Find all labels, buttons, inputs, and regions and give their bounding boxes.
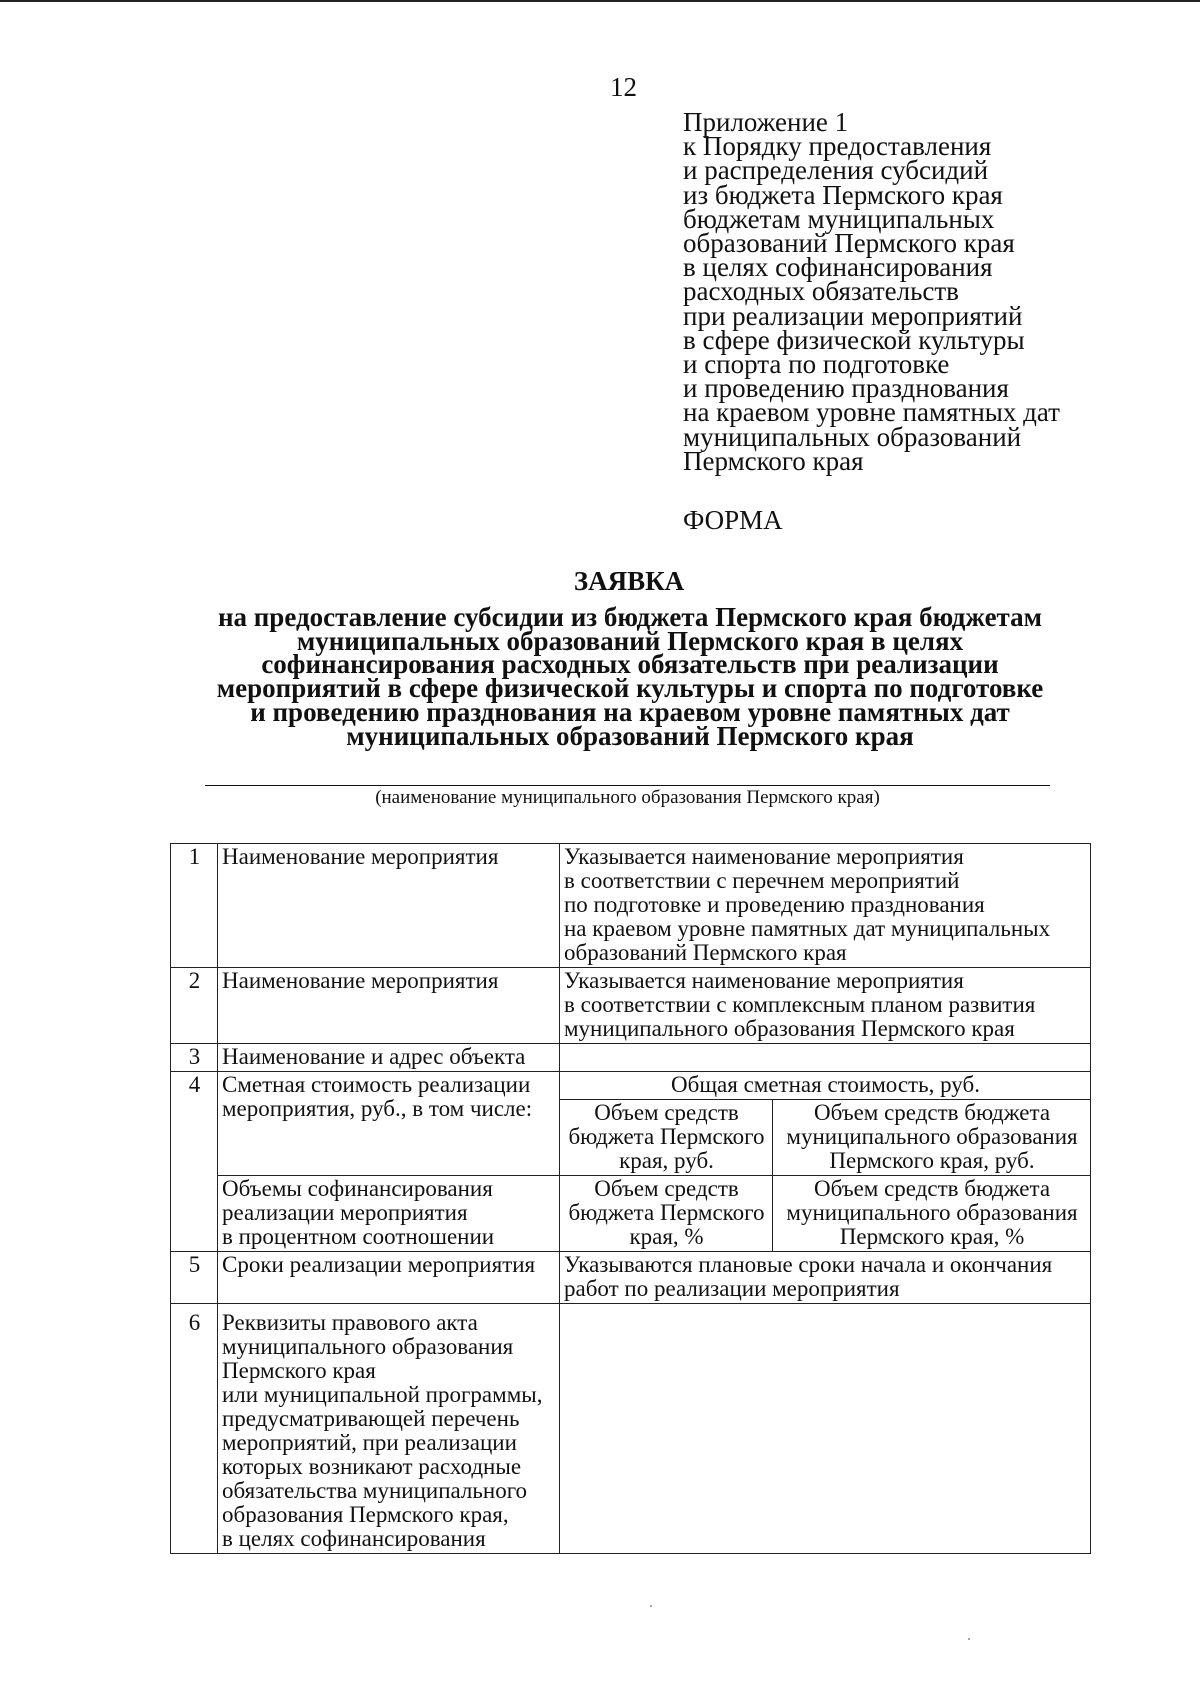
text-line: на краевом уровне памятных дат муниципальных	[564, 916, 1051, 941]
form-label: ФОРМА	[683, 505, 783, 535]
row-number: 4	[171, 1072, 218, 1252]
row-label	[218, 1072, 560, 1176]
scan-top-edge	[0, 0, 1200, 2]
text-line: предусматривающей перечень	[222, 1406, 520, 1431]
text-line: при реализации мероприятий	[683, 300, 1023, 331]
text-line: мероприятий в сфере физической культуры и спорта по подготовке	[216, 673, 1044, 704]
text-line: бюджета Пермского	[568, 1124, 765, 1149]
application-table	[170, 843, 1091, 1554]
municipal-budget-cost	[773, 1100, 1091, 1176]
text-line: муниципального образования Пермского края	[564, 1016, 1015, 1041]
row-value	[560, 844, 1091, 968]
text-line: Объем средств	[594, 1176, 739, 1201]
text-line: Сроки реализации мероприятия	[222, 1252, 536, 1277]
text-line: образований Пермского края	[564, 940, 847, 965]
text-line: муниципального образования	[786, 1124, 1078, 1149]
regional-budget-share	[560, 1176, 773, 1252]
text-line: в сфере физической культуры	[683, 324, 1025, 355]
text-line: муниципального образования	[786, 1200, 1078, 1225]
text-line: и проведению празднования на краевом уровне памятных дат	[250, 696, 1010, 727]
text-line: в соответствии с перечнем мероприятий	[564, 868, 960, 893]
row-number: 5	[171, 1252, 218, 1304]
text-line: Пермского края	[222, 1358, 376, 1383]
municipal-budget-share	[773, 1176, 1091, 1252]
text-line: мероприятий, при реализации	[222, 1430, 517, 1455]
table-row-4-share	[171, 1176, 1091, 1252]
municipality-name-caption: (наименование муниципального образования Пермского края)	[375, 787, 880, 808]
table-row-2	[171, 968, 1091, 1044]
text-line: к Порядку предоставления	[683, 131, 992, 162]
text-line: Наименование мероприятия	[222, 844, 499, 869]
municipality-name-blank-line	[205, 785, 1050, 786]
text-line: на предоставление субсидии из бюджета Пермского края бюджетам	[217, 602, 1043, 632]
text-line: муниципального образования	[222, 1334, 514, 1359]
text-line: в целях софинансирования	[683, 252, 993, 283]
text-line: в целях софинансирования	[222, 1526, 486, 1551]
text-line: обязательства муниципального	[222, 1478, 528, 1503]
text-line: в процентном соотношении	[222, 1224, 495, 1249]
text-line: Указывается наименование мероприятия	[564, 844, 964, 869]
scan-speck	[968, 1638, 970, 1640]
row-value	[560, 968, 1091, 1044]
text-line: образования Пермского края,	[222, 1502, 509, 1527]
text-line: по подготовке и проведению празднования	[564, 892, 985, 917]
table-row-4-header	[171, 1072, 1091, 1100]
text-line: Реквизиты правового акта	[222, 1310, 478, 1335]
table-row-3	[171, 1044, 1091, 1072]
text-line: Пермского края, %	[839, 1224, 1025, 1249]
text-line: бюджета Пермского	[568, 1200, 765, 1225]
row-number: 6	[171, 1304, 218, 1554]
row-value	[560, 1252, 1091, 1304]
text-line: муниципальных образований Пермского края	[346, 720, 914, 751]
table-row-6	[171, 1304, 1091, 1554]
text-line: Объем средств бюджета	[813, 1176, 1051, 1201]
scan-speck	[650, 1605, 652, 1607]
text-line: образований Пермского края	[683, 228, 1015, 259]
text-line: Наименование мероприятия	[222, 968, 499, 993]
text-line: муниципальных образований Пермского края в целях	[296, 625, 964, 656]
row-label	[218, 844, 560, 968]
text-line: Наименование и адрес объекта	[222, 1044, 526, 1069]
text-line: и спорта по подготовке	[683, 349, 950, 380]
text-line: расходных обязательств	[683, 276, 959, 307]
text-line: Объемы софинансирования	[222, 1176, 493, 1201]
text-line: бюджетам муниципальных	[683, 203, 995, 234]
row-label	[218, 1304, 560, 1554]
text-line: Приложение 1	[683, 107, 849, 137]
row-label	[218, 1252, 560, 1304]
row-number: 2	[171, 968, 218, 1044]
appendix-reference-block	[683, 107, 1060, 476]
document-title: ЗАЯВКА	[573, 566, 685, 596]
row-label	[218, 968, 560, 1044]
table-row-1	[171, 844, 1091, 968]
text-line: реализации мероприятия	[222, 1200, 468, 1225]
text-line: края, %	[629, 1224, 704, 1249]
page-number: 12	[610, 72, 637, 102]
text-line: в соответствии с комплексным планом развития	[564, 992, 1036, 1017]
row-value-empty	[560, 1044, 1091, 1072]
text-line: Пермского края	[683, 445, 864, 476]
row-label	[218, 1044, 560, 1072]
text-line: Указывается наименование мероприятия	[564, 968, 964, 993]
text-line: края, руб.	[619, 1148, 714, 1173]
row-number: 1	[171, 844, 218, 968]
text-line: софинансирования расходных обязательств при реализации	[261, 649, 999, 680]
text-line: которых возникают расходные	[222, 1454, 522, 1479]
text-line: Указываются плановые сроки начала и окончания	[564, 1252, 1053, 1277]
cofinancing-share-label	[218, 1176, 560, 1252]
text-line: мероприятия, руб., в том числе:	[222, 1096, 533, 1121]
text-line: Объем средств	[594, 1100, 739, 1125]
text-line: работ по реализации мероприятия	[564, 1276, 900, 1301]
text-line: Сметная стоимость реализации	[222, 1072, 531, 1097]
text-line: Объем средств бюджета	[813, 1100, 1051, 1125]
text-line: Пермского края, руб.	[829, 1148, 1035, 1173]
table-row-5	[171, 1252, 1091, 1304]
text-line: или муниципальной программы,	[222, 1382, 543, 1407]
row-value-empty	[560, 1304, 1091, 1554]
text-line: из бюджета Пермского края	[683, 179, 1003, 210]
text-line: на краевом уровне памятных дат	[683, 397, 1060, 428]
text-line: муниципальных образований	[683, 421, 1022, 452]
total-cost-header: Общая сметная стоимость, руб.	[560, 1072, 1091, 1100]
regional-budget-cost	[560, 1100, 773, 1176]
text-line: и проведению празднования	[683, 373, 1009, 404]
row-number: 3	[171, 1044, 218, 1072]
text-line: и распределения субсидий	[683, 155, 989, 186]
document-subtitle	[170, 602, 1090, 751]
